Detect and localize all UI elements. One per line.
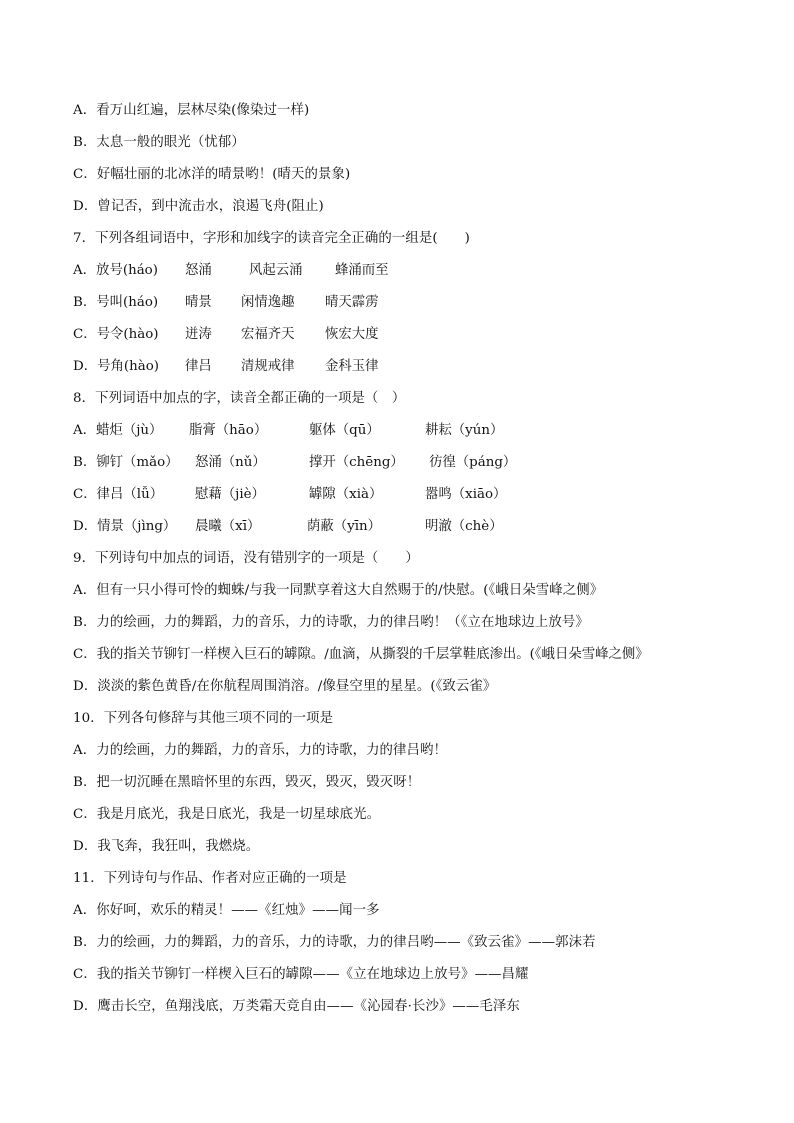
option-line: A．你好呵，欢乐的精灵！——《红烛》——闻一多: [73, 903, 380, 918]
option-line: D．淡淡的紫色黄昏/在你航程周围消溶。/像昼空里的星星。(《致云雀》: [73, 679, 497, 694]
option-line: B．把一切沉睡在黑暗怀里的东西，毁灭，毁灭，毁灭呀！: [73, 775, 421, 790]
question-9-title: 9．下列诗句中加点的词语，没有错别字的一项是（ ）: [73, 551, 419, 566]
option-line: C．好幅壮丽的北冰洋的晴景哟！(晴天的景象): [73, 167, 351, 182]
option-line: A．看万山红遍，层林尽染(像染过一样): [73, 103, 310, 118]
option-line: C．我是月底光，我是日底光，我是一切星球底光。: [73, 807, 381, 822]
option-line: D．鹰击长空，鱼翔浅底，万类霜天竞自由——《沁园春·长沙》——毛泽东: [73, 999, 520, 1014]
option-line: B．力的绘画，力的舞蹈，力的音乐，力的诗歌，力的律吕哟！（《立在地球边上放号》: [73, 615, 589, 630]
option-line: A．力的绘画，力的舞蹈，力的音乐，力的诗歌，力的律吕哟！: [73, 743, 448, 758]
option-line: C．我的指关节铆钉一样楔入巨石的罅隙——《立在地球边上放号》——昌耀: [73, 967, 529, 982]
option-line: D．曾记否，到中流击水，浪遏飞舟(阻止): [73, 199, 324, 214]
question-7-title: 7．下列各组词语中，字形和加线字的读音完全正确的一组是( ): [73, 231, 471, 246]
option-line: B．太息一般的眼光（忧郁）: [73, 135, 245, 150]
option-line: D．我飞奔，我狂叫，我燃烧。: [73, 839, 260, 854]
question-8-title: 8．下列词语中加点的字，读音全都正确的一项是（ ）: [73, 391, 406, 406]
question-10-title: 10．下列各句修辞与其他三项不同的一项是: [73, 711, 334, 726]
option-line: C．我的指关节铆钉一样楔入巨石的罅隙。/血滴，从撕裂的千层掌鞋底渗出。(《峨日朵雪峰之侧》: [73, 647, 649, 662]
document-page: A．看万山红遍，层林尽染(像染过一样) B．太息一般的眼光（忧郁） C．好幅壮丽的北冰洋的晴景哟！(晴天的景象) D．曾记否，到中流击水，浪遏飞舟(阻止) 7．下列各组词语中，字形和加线字的读音完全正确的一组是( ) A．放号(háo) 怒涌 风起云涌 蜂涌而至 B．号叫(háo) 晴景 闲情逸趣 晴天霹雳 C．号令(hào) 迸涛 宏福齐天 恢宏大度 D．号角(hào) 律吕 清规戒律 金科玉律 8．下列词语中加点的字，读音全都正确的一项是（ ） A．蜡炬（jù） 脂膏（hāo） 躯体（qū） 耕耘（yún） B．铆钉（mǎo） 怒涌（nǔ） 撑开（chēng） 彷徨（páng） C．律吕（lǚ） 慰藉（jiè） 罅隙（xià） 嚣鸣（xiāo） D．情景（jìng） 晨曦（xī） 荫蔽（yīn） 明澈（chè） 9．下列诗句中加点的词语，没有错别字的一项是（ ） A．但有一只小得可怜的蜘蛛/与我一同默享着这大自然赐于的/快慰。(《峨日朵雪峰之侧》 B．力的绘画，力的舞蹈，力的音乐，力的诗歌，力的律吕哟！（《立在地球边上放号》 C．我的指关节铆钉一样楔入巨石的罅隙。/血滴，从撕裂的千层掌鞋底渗出。(《峨日朵雪峰之侧》 D．淡淡的紫色黄昏/在你航程周围消溶。/像昼空里的星星。(《致云雀》 10．下列各句修辞与其他三项不同的一项是 A．力的绘画，力的舞蹈，力的音乐，力的诗歌，力的律吕哟！ B．把一切沉睡在黑暗怀里的东西，毁灭，毁灭，毁灭呀！ C．我是月底光，我是日底光，我是一切星球底光。 D．我飞奔，我狂叫，我燃烧。 11．下列诗句与作品、作者对应正确的一项是 A．你好呵，欢乐的精灵！——《红烛》——闻一多 B．力的绘画，力的舞蹈，力的音乐，力的诗歌，力的律吕哟——《致云雀》——郭沫若 C．我的指关节铆钉一样楔入巨石的罅隙——《立在地球边上放号》——昌耀 D．鹰击长空，鱼翔浅底，万类霜天竞自由——《沁园春·长沙》——毛泽东: [73, 103, 649, 1014]
question-11-title: 11．下列诗句与作品、作者对应正确的一项是: [73, 871, 347, 886]
option-line: B．力的绘画，力的舞蹈，力的音乐，力的诗歌，力的律吕哟——《致云雀》——郭沫若: [73, 935, 596, 950]
option-line: A．但有一只小得可怜的蜘蛛/与我一同默享着这大自然赐于的/快慰。(《峨日朵雪峰之侧》: [73, 583, 604, 598]
